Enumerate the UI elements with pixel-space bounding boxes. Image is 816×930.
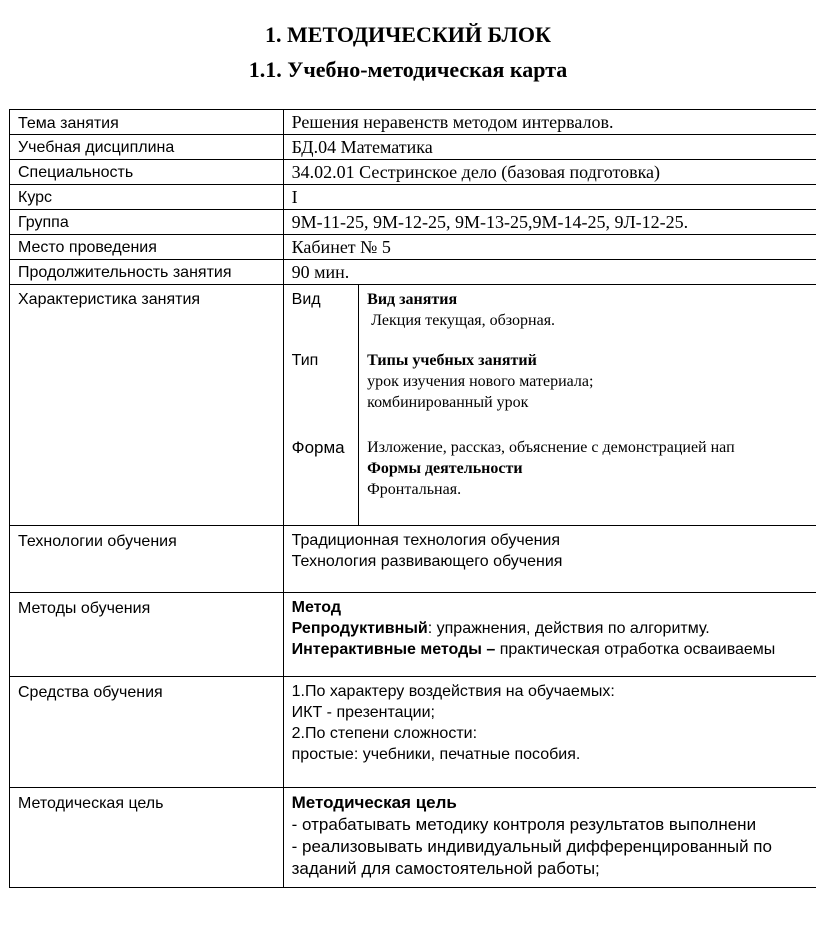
- table-row-duration: [10, 260, 816, 285]
- row-label: Специальность: [10, 160, 284, 185]
- page-subtitle: 1.1. Учебно-методическая карта: [248, 57, 568, 82]
- subrow-form: [284, 437, 816, 525]
- form-line: Изложение, рассказ, объяснение с демонстрацией нап: [367, 439, 735, 456]
- goal-line: - реализовывать индивидуальный дифференцированный по: [291, 837, 772, 856]
- form-line: Фронтальная.: [367, 481, 462, 498]
- row-label: Технологии обучения: [10, 526, 284, 593]
- row-label: Методы обучения: [10, 593, 284, 677]
- subrow-type: [284, 350, 816, 437]
- subrow-label: Вид: [284, 285, 359, 350]
- kind-text: Лекция текущая, обзорная.: [367, 312, 556, 329]
- row-label: Методическая цель: [10, 788, 284, 888]
- type-line: урок изучения нового материала;: [367, 373, 594, 390]
- method-desc: : упражнения, действия по алгоритму.: [427, 620, 710, 637]
- row-label: Тема занятия: [10, 110, 284, 135]
- means-line: ИКТ - презентации;: [291, 704, 435, 721]
- page-title: 1. МЕТОДИЧЕСКИЙ БЛОК: [265, 22, 551, 47]
- row-label: Группа: [10, 210, 284, 235]
- goal-title: Методическая цель: [291, 793, 457, 812]
- row-label: Характеристика занятия: [10, 285, 284, 526]
- row-label: Учебная дисциплина: [10, 135, 284, 160]
- table-row-topic: [10, 110, 816, 135]
- table-row-group: [10, 210, 816, 235]
- means-line: 2.По степени сложности:: [291, 725, 478, 742]
- table-row-place: [10, 235, 816, 260]
- row-label: Курс: [10, 185, 284, 210]
- row-value: Кабинет № 5: [283, 235, 816, 260]
- method-desc: практическая отработка осваиваемы: [495, 641, 776, 658]
- row-label: Место проведения: [10, 235, 284, 260]
- row-value: 34.02.01 Сестринское дело (базовая подготовка): [283, 160, 816, 185]
- goal-line: заданий для самостоятельной работы;: [291, 859, 600, 878]
- row-value: I: [283, 185, 816, 210]
- row-value: Решения неравенств методом интервалов.: [283, 110, 816, 135]
- table-row-means: [10, 677, 816, 788]
- means-line: 1.По характеру воздействия на обучаемых:: [291, 683, 615, 700]
- row-label: Продолжительность занятия: [10, 260, 284, 285]
- subrow-label: Тип: [284, 350, 359, 437]
- table-row-technologies: [10, 526, 816, 593]
- form-title: Формы деятельности: [367, 460, 523, 477]
- row-value: 90 мин.: [283, 260, 816, 285]
- goal-line: - отрабатывать методику контроля результатов выполнени: [291, 815, 757, 834]
- technology-line: Традиционная технология обучения: [291, 532, 561, 549]
- kind-title: Вид занятия: [367, 291, 458, 308]
- table-row-characteristic: [10, 285, 816, 526]
- table-row-methods: [10, 593, 816, 677]
- means-line: простые: учебники, печатные пособия.: [291, 746, 581, 763]
- table-row-specialty: [10, 160, 816, 185]
- methods-title: Метод: [291, 599, 341, 616]
- row-label: Средства обучения: [10, 677, 284, 788]
- characteristic-cell: [283, 285, 816, 526]
- table-row-course: [10, 185, 816, 210]
- table-row-discipline: [10, 135, 816, 160]
- subrow-label: Форма: [284, 437, 359, 525]
- methodical-card-table: [9, 109, 816, 888]
- type-title: Типы учебных занятий: [367, 352, 537, 369]
- type-line: комбинированный урок: [367, 394, 529, 411]
- method-name: Репродуктивный: [291, 620, 428, 637]
- row-value: БД.04 Математика: [283, 135, 816, 160]
- characteristic-subtable: [284, 285, 816, 525]
- table-row-goal: [10, 788, 816, 888]
- subrow-kind: [284, 285, 816, 350]
- row-value: 9М-11-25, 9М-12-25, 9М-13-25,9М-14-25, 9Л-12-25.: [283, 210, 816, 235]
- method-name: Интерактивные методы –: [291, 641, 496, 658]
- technology-line: Технология развивающего обучения: [291, 553, 563, 570]
